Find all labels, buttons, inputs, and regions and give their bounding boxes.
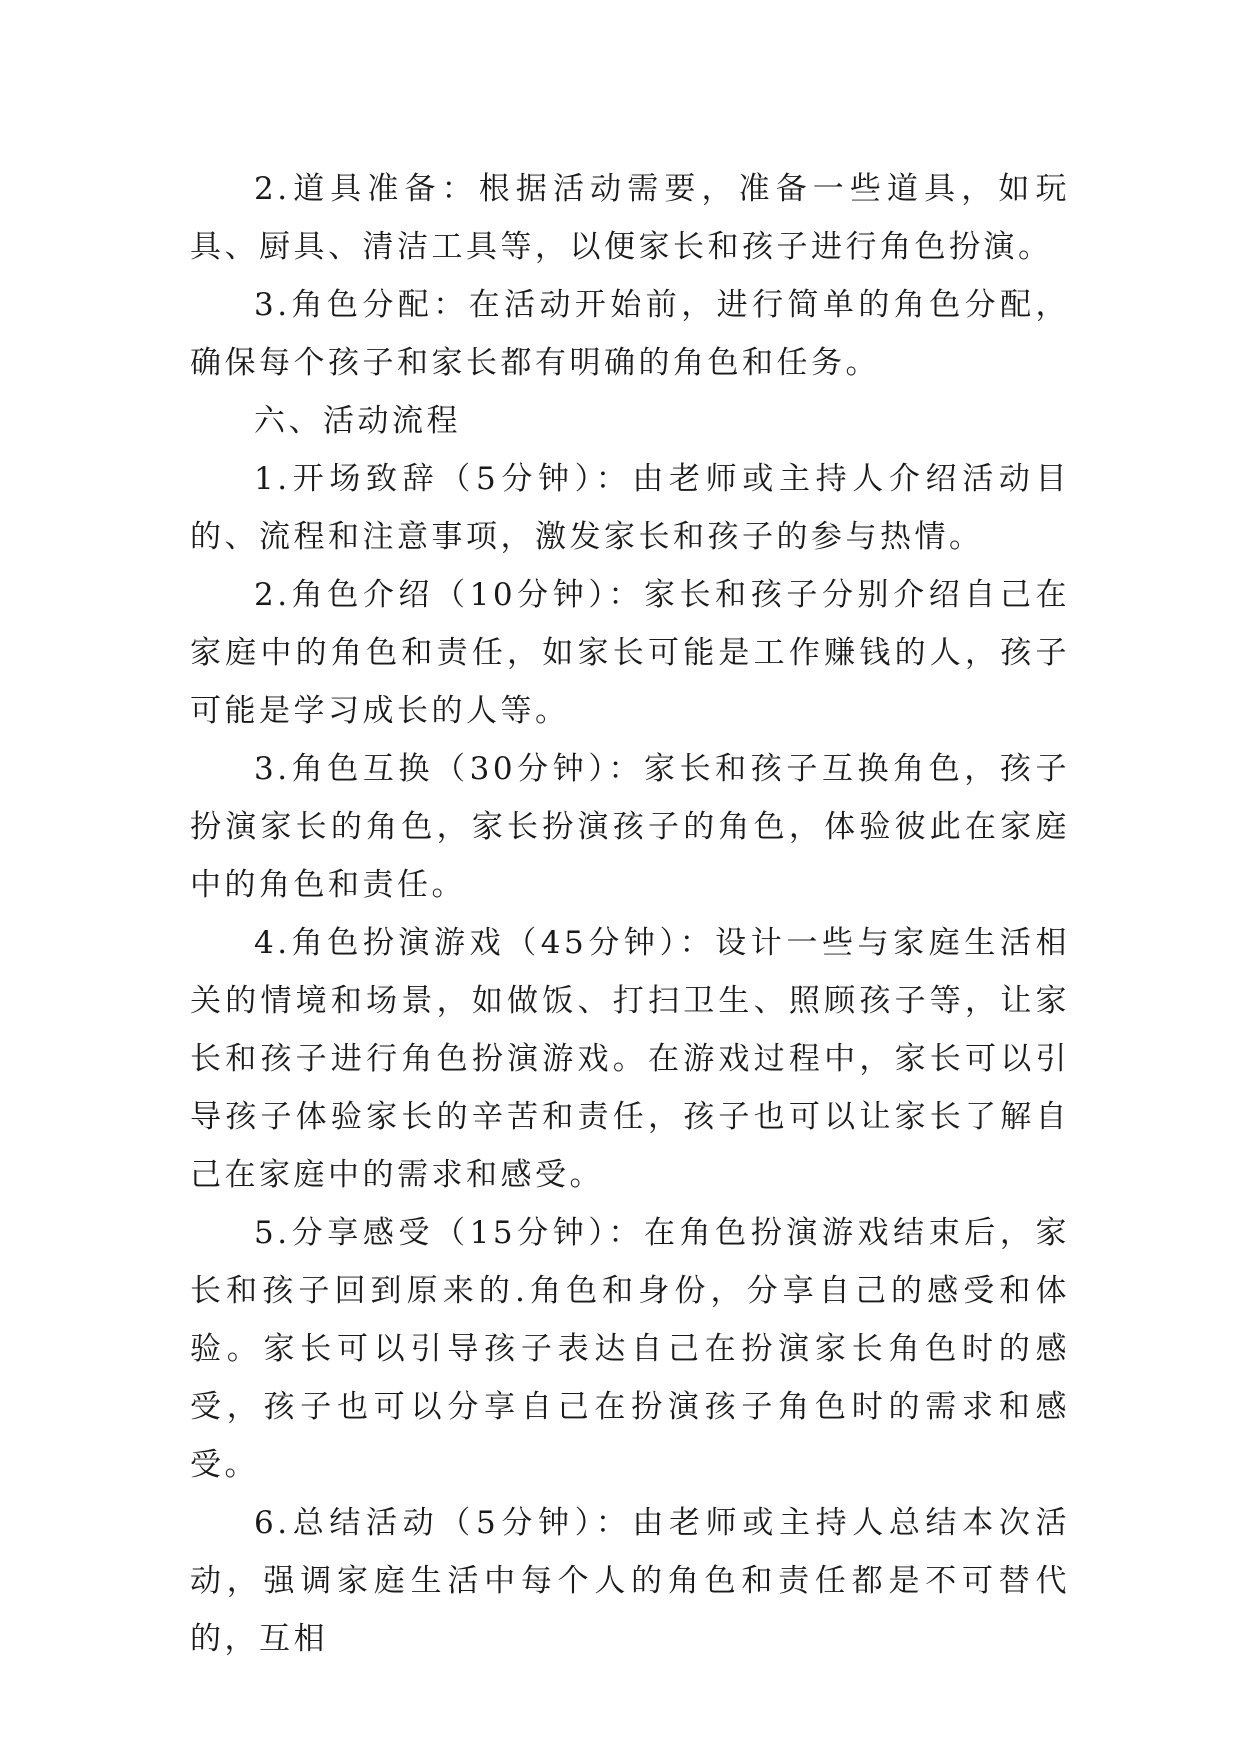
paragraph-role-introduction: 2.角色介绍（10分钟）：家长和孩子分别介绍自己在家庭中的角色和责任，如家长可能是工作赚钱的人，孩子可能是学习成长的人等。	[190, 577, 1070, 729]
paragraph-role-assignment: 3.角色分配：在活动开始前，进行简单的角色分配，确保每个孩子和家长都有明确的角色和任务。	[190, 287, 1070, 381]
paragraph-role-play-game: 4.角色扮演游戏（45分钟）：设计一些与家庭生活相关的情境和场景，如做饭、打扫卫生、照顾孩子等，让家长和孩子进行角色扮演游戏。在游戏过程中，家长可以引导孩子体验家长的辛苦和责任，孩子也可以让家长了解自己在家庭中的需求和感受。	[190, 925, 1070, 1193]
paragraph-role-swap: 3.角色互换（30分钟）：家长和孩子互换角色，孩子扮演家长的角色，家长扮演孩子的角色，体验彼此在家庭中的角色和责任。	[190, 751, 1070, 903]
paragraph-sharing-feelings: 5.分享感受（15分钟）：在角色扮演游戏结束后，家长和孩子回到原来的.角色和身份，分享自己的感受和体验。家长可以引导孩子表达自己在扮演家长角色时的感受，孩子也可以分享自己在扮演孩子角色时的需求和感受。	[190, 1215, 1070, 1483]
paragraph-opening-speech: 1.开场致辞（5分钟）：由老师或主持人介绍活动目的、流程和注意事项，激发家长和孩子的参与热情。	[190, 461, 1070, 555]
document-body	[190, 160, 1070, 1668]
paragraph-props-preparation: 2.道具准备：根据活动需要，准备一些道具，如玩具、厨具、清洁工具等，以便家长和孩子进行角色扮演。	[190, 171, 1070, 265]
paragraph-summary: 6.总结活动（5分钟）：由老师或主持人总结本次活动，强调家庭生活中每个人的角色和责任都是不可替代的，互相	[190, 1505, 1070, 1657]
section-heading-activity-process: 六、活动流程	[254, 403, 461, 439]
